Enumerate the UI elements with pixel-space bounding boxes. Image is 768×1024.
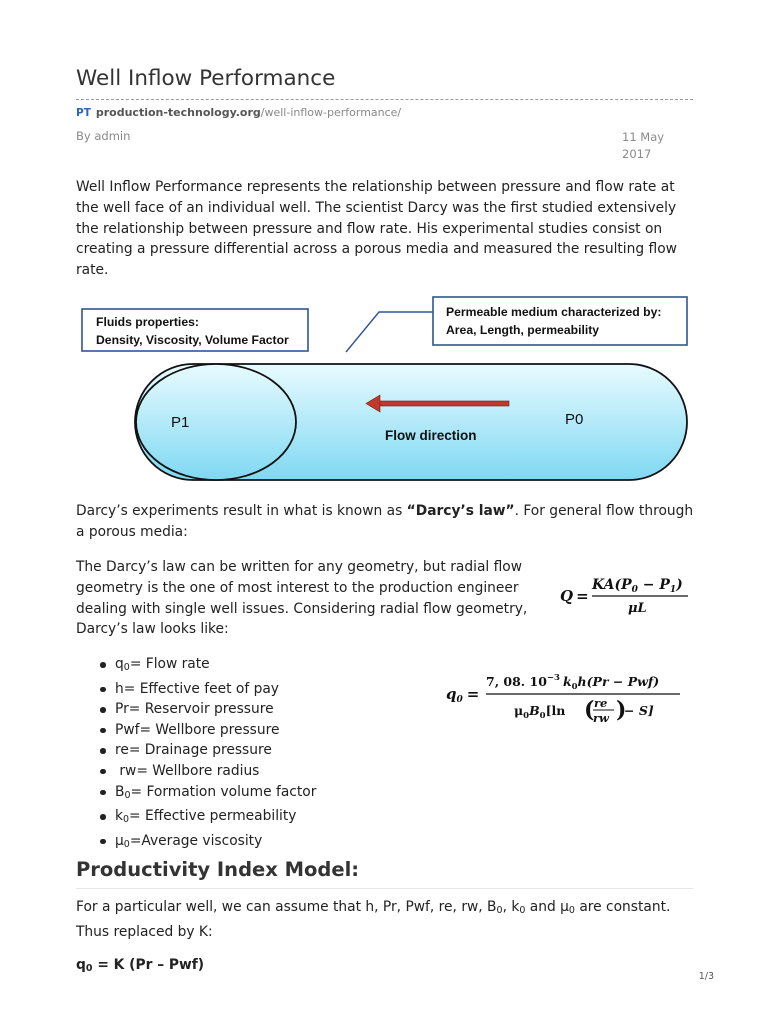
source-line[interactable] xyxy=(76,106,401,119)
darcy-text-after: . For general flow through a porous media: xyxy=(76,503,694,540)
list-item: $k_0=$ Effective permeability xyxy=(76,806,316,831)
date-year: 2017 xyxy=(622,147,652,161)
byline: By admin xyxy=(76,129,131,143)
fluids-title: Fluids properties: xyxy=(96,315,199,329)
darcy-paragraph xyxy=(76,501,701,543)
date-day-month: 11 May xyxy=(622,130,665,144)
list-item: Pwf= Wellbore pressure xyxy=(76,720,316,741)
title-divider xyxy=(76,99,693,100)
inlet-face xyxy=(136,364,296,480)
callout-line xyxy=(346,312,433,352)
eq2-paren-open: ( xyxy=(584,697,595,723)
list-item: h= Effective feet of pay xyxy=(76,679,316,700)
medium-props: Area, Length, permeability xyxy=(446,323,600,337)
variable-list xyxy=(76,654,316,855)
pi-formula: $q_0 = K$ (Pr – Pwf) xyxy=(76,957,205,974)
p1-label: P1 xyxy=(171,414,190,431)
list-item: $q_0=$ Flow rate xyxy=(76,654,316,679)
radial-flow-equation xyxy=(444,668,694,728)
source-path[interactable]: /well-inflow-performance/ xyxy=(260,106,402,119)
list-item: re= Drainage pressure xyxy=(76,740,316,761)
darcy-law-bold: “Darcy’s law” xyxy=(406,503,515,519)
fluids-props: Density, Viscosity, Volume Factor xyxy=(96,333,289,347)
eq1-lhs: Q = xyxy=(560,587,589,605)
p0-label: P0 xyxy=(565,411,584,428)
eq2-lhs: $q_0$ = xyxy=(446,685,480,705)
eq1-numerator: $KA(P_0 - P_1)$ xyxy=(592,577,683,595)
intro-paragraph: Well Inflow Performance represents the relationship between pressure and flow rate at the well face of an individual well. The scientist Darcy was the first studied extensively the relationship between pressure and flow rate. His experimental studies consist on creating a pressure differential across a porous media and measured the resulting flow rate. xyxy=(76,179,677,279)
site-logo-badge: PT xyxy=(76,107,91,119)
eq2-paren-close: ) xyxy=(616,697,627,723)
medium-title: Permeable medium characterized by: xyxy=(446,305,662,319)
eq2-frac-bot: rw xyxy=(593,711,609,725)
list-item: $\mu_0=Average$ viscosity xyxy=(76,831,316,856)
darcy-flow-diagram xyxy=(76,292,696,492)
heading-divider xyxy=(76,888,693,889)
pi-paragraph: For a particular well, we can assume that h, Pr, Pwf, re, rw, $B_0$, $k_0$ and $\mu_0$ are constant. Thus replaced by K: xyxy=(76,899,671,940)
radial-paragraph: The Darcy’s law can be written for any geometry, but radial flow geometry is the one of most interest to the production engineer dealing with single well issues. Considering radial flow geometry, Darcy’s law looks like: xyxy=(76,559,528,638)
section-heading: Productivity Index Model: xyxy=(76,858,360,881)
page-title: Well Inflow Performance xyxy=(76,66,336,91)
eq2-den-tail: − S] xyxy=(624,703,654,718)
darcy-equation xyxy=(558,572,698,622)
publish-date xyxy=(622,129,682,163)
flow-direction-label: Flow direction xyxy=(385,428,477,443)
list-item: rw= Wellbore radius xyxy=(76,761,316,782)
eq2-frac-top: re xyxy=(594,696,608,710)
eq2-numerator: 7, 08. $10^{-3}$ $k_0h(Pr - Pwf)$ xyxy=(486,673,660,692)
source-domain[interactable]: production-technology.org xyxy=(95,106,261,119)
page-number: 1/3 xyxy=(698,971,714,982)
eq1-denominator: μL xyxy=(628,601,647,616)
list-item: $B_0=$ Formation volume factor xyxy=(76,782,316,807)
list-item: Pr= Reservoir pressure xyxy=(76,699,316,720)
eq2-denominator: $\mu_0B_0[\ln$ xyxy=(514,703,566,721)
darcy-text-before: Darcy’s experiments result in what is known as xyxy=(76,503,407,519)
